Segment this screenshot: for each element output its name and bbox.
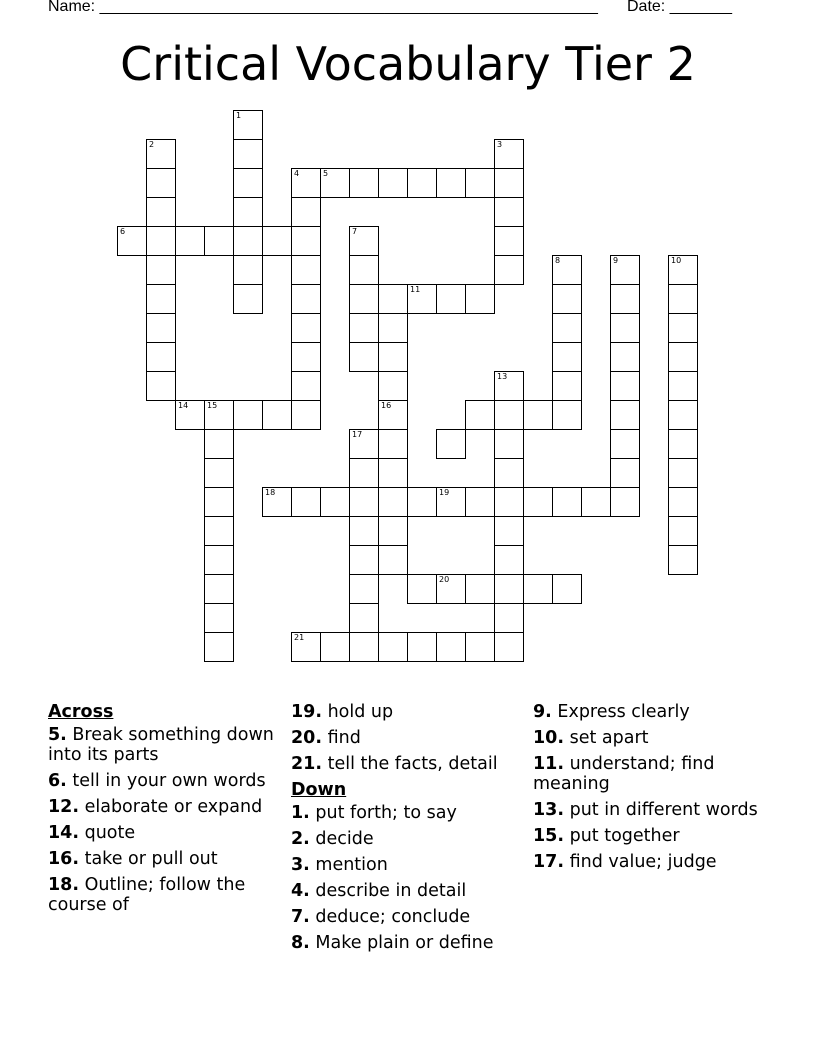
clue-item: 3. mention: [291, 855, 388, 875]
grid-cell[interactable]: [291, 400, 321, 430]
grid-cell[interactable]: [291, 226, 321, 256]
grid-cell[interactable]: [436, 574, 466, 604]
clues-column-2: [291, 702, 531, 959]
grid-cell[interactable]: [204, 226, 234, 256]
clue-number: 11: [410, 285, 421, 294]
grid-cell[interactable]: [233, 255, 263, 285]
clue-item: 19. hold up: [291, 702, 394, 722]
grid-cell[interactable]: [291, 487, 321, 517]
grid-cell[interactable]: [407, 284, 437, 314]
grid-cell[interactable]: [494, 603, 524, 633]
grid-cell[interactable]: [291, 632, 321, 662]
grid-cell[interactable]: [523, 487, 553, 517]
clue-item: 6. tell in your own words: [48, 771, 266, 791]
grid-cell[interactable]: [146, 226, 176, 256]
grid-cell[interactable]: [668, 284, 698, 314]
grid-cell[interactable]: [146, 313, 176, 343]
grid-cell[interactable]: [668, 342, 698, 372]
grid-cell[interactable]: [494, 226, 524, 256]
clue-number: 8: [555, 256, 561, 265]
clue-number: 4: [294, 169, 300, 178]
grid-cell[interactable]: [204, 487, 234, 517]
grid-cell[interactable]: [436, 168, 466, 198]
grid-cell[interactable]: [349, 226, 379, 256]
grid-cell[interactable]: [378, 632, 408, 662]
grid-cell[interactable]: [581, 487, 611, 517]
clue-item: 5. Break something down into its parts: [48, 725, 274, 765]
clue-number: 9: [613, 256, 619, 265]
grid-cell[interactable]: [349, 284, 379, 314]
grid-cell[interactable]: [668, 458, 698, 488]
grid-cell[interactable]: [291, 197, 321, 227]
grid-cell[interactable]: [610, 342, 640, 372]
clue-item: 9. Express clearly: [533, 702, 690, 722]
grid-cell[interactable]: [436, 487, 466, 517]
grid-cell[interactable]: [233, 284, 263, 314]
grid-cell[interactable]: [349, 603, 379, 633]
grid-cell[interactable]: [233, 226, 263, 256]
grid-cell[interactable]: [610, 255, 640, 285]
grid-cell[interactable]: [175, 226, 205, 256]
grid-cell[interactable]: [233, 139, 263, 169]
grid-cell[interactable]: [668, 487, 698, 517]
grid-cell[interactable]: [407, 487, 437, 517]
clue-number: 1: [236, 111, 242, 120]
clue-item: 1. put forth; to say: [291, 803, 457, 823]
grid-cell[interactable]: [378, 284, 408, 314]
grid-cell[interactable]: [204, 603, 234, 633]
clue-number: 21: [294, 633, 305, 642]
clue-number: 6: [120, 227, 126, 236]
grid-cell[interactable]: [378, 429, 408, 459]
clue-item: 15. put together: [533, 826, 680, 846]
grid-cell[interactable]: [407, 574, 437, 604]
grid-cell[interactable]: [668, 255, 698, 285]
clue-number: 18: [265, 488, 276, 497]
grid-cell[interactable]: [349, 574, 379, 604]
grid-cell[interactable]: [320, 168, 350, 198]
grid-cell[interactable]: [552, 313, 582, 343]
grid-cell[interactable]: [204, 429, 234, 459]
across-heading: Across: [48, 702, 114, 722]
grid-cell[interactable]: [494, 168, 524, 198]
grid-cell[interactable]: [233, 400, 263, 430]
clue-number: 15: [207, 401, 218, 410]
grid-cell[interactable]: [494, 516, 524, 546]
grid-cell[interactable]: [291, 255, 321, 285]
grid-cell[interactable]: [349, 342, 379, 372]
grid-cell[interactable]: [494, 139, 524, 169]
down-heading: Down: [291, 780, 347, 800]
grid-cell[interactable]: [233, 197, 263, 227]
clue-item: 13. put in different words: [533, 800, 758, 820]
grid-cell[interactable]: [204, 516, 234, 546]
grid-cell[interactable]: [494, 487, 524, 517]
grid-cell[interactable]: [610, 284, 640, 314]
grid-cell[interactable]: [378, 487, 408, 517]
grid-cell[interactable]: [146, 197, 176, 227]
grid-cell[interactable]: [436, 632, 466, 662]
grid-cell[interactable]: [349, 313, 379, 343]
grid-cell[interactable]: [494, 197, 524, 227]
grid-cell[interactable]: [349, 545, 379, 575]
grid-cell[interactable]: [378, 313, 408, 343]
grid-cell[interactable]: [465, 284, 495, 314]
grid-cell[interactable]: [349, 429, 379, 459]
grid-cell[interactable]: [610, 313, 640, 343]
clue-item: 11. understand; find meaning: [533, 754, 715, 794]
grid-cell[interactable]: [146, 255, 176, 285]
clue-item: 21. tell the facts, detail: [291, 754, 498, 774]
grid-cell[interactable]: [668, 400, 698, 430]
grid-cell[interactable]: [291, 371, 321, 401]
grid-cell[interactable]: [378, 400, 408, 430]
grid-cell[interactable]: [668, 371, 698, 401]
grid-cell[interactable]: [146, 371, 176, 401]
grid-cell[interactable]: [378, 545, 408, 575]
clue-number: 3: [497, 140, 503, 149]
clue-number: 16: [381, 401, 392, 410]
clue-item: 18. Outline; follow the course of: [48, 875, 246, 915]
clue-item: 8. Make plain or define: [291, 933, 494, 953]
grid-cell[interactable]: [204, 545, 234, 575]
grid-cell[interactable]: [465, 574, 495, 604]
clue-item: 16. take or pull out: [48, 849, 218, 869]
grid-cell[interactable]: [117, 226, 147, 256]
clue-number: 5: [323, 169, 329, 178]
clue-number: 17: [352, 430, 363, 439]
clue-item: 12. elaborate or expand: [48, 797, 263, 817]
grid-cell[interactable]: [407, 632, 437, 662]
grid-cell[interactable]: [552, 400, 582, 430]
grid-cell[interactable]: [204, 400, 234, 430]
grid-cell[interactable]: [320, 487, 350, 517]
clue-number: 13: [497, 372, 508, 381]
grid-cell[interactable]: [320, 632, 350, 662]
grid-cell[interactable]: [610, 371, 640, 401]
clue-number: 7: [352, 227, 358, 236]
grid-cell[interactable]: [378, 168, 408, 198]
grid-cell[interactable]: [610, 429, 640, 459]
grid-cell[interactable]: [494, 255, 524, 285]
grid-cell[interactable]: [610, 487, 640, 517]
grid-cell[interactable]: [349, 458, 379, 488]
grid-cell[interactable]: [494, 458, 524, 488]
clue-number: 14: [178, 401, 189, 410]
grid-cell[interactable]: [668, 429, 698, 459]
grid-cell[interactable]: [552, 487, 582, 517]
grid-cell[interactable]: [494, 545, 524, 575]
name-field-label: Name: ________________________________________________________: [48, 0, 598, 15]
grid-cell[interactable]: [465, 400, 495, 430]
grid-cell[interactable]: [262, 487, 292, 517]
grid-cell[interactable]: [291, 342, 321, 372]
clue-item: 17. find value; judge: [533, 852, 717, 872]
date-field-label: Date: _______: [627, 0, 732, 15]
grid-cell[interactable]: [465, 487, 495, 517]
clue-number: 20: [439, 575, 450, 584]
grid-cell[interactable]: [291, 313, 321, 343]
grid-cell[interactable]: [552, 574, 582, 604]
grid-cell[interactable]: [349, 632, 379, 662]
grid-cell[interactable]: [436, 429, 466, 459]
grid-cell[interactable]: [146, 284, 176, 314]
clue-number: 10: [671, 256, 682, 265]
grid-cell[interactable]: [407, 168, 437, 198]
clue-item: 20. find: [291, 728, 361, 748]
grid-cell[interactable]: [233, 168, 263, 198]
clue-item: 4. describe in detail: [291, 881, 467, 901]
grid-cell[interactable]: [610, 400, 640, 430]
page-title: Critical Vocabulary Tier 2: [120, 37, 696, 91]
grid-cell[interactable]: [465, 168, 495, 198]
grid-cell[interactable]: [668, 545, 698, 575]
grid-cell[interactable]: [494, 371, 524, 401]
grid-cell[interactable]: [668, 313, 698, 343]
clue-item: 7. deduce; conclude: [291, 907, 471, 927]
grid-cell[interactable]: [146, 168, 176, 198]
grid-cell[interactable]: [552, 342, 582, 372]
grid-cell[interactable]: [494, 574, 524, 604]
grid-cell[interactable]: [291, 168, 321, 198]
grid-cell[interactable]: [262, 226, 292, 256]
grid-cell[interactable]: [465, 632, 495, 662]
grid-cell[interactable]: [552, 284, 582, 314]
grid-cell[interactable]: [233, 110, 263, 140]
grid-cell[interactable]: [378, 342, 408, 372]
grid-cell[interactable]: [523, 400, 553, 430]
clues-column-1: [48, 702, 288, 921]
grid-cell[interactable]: [146, 139, 176, 169]
grid-cell[interactable]: [349, 168, 379, 198]
grid-cell[interactable]: [552, 371, 582, 401]
grid-cell[interactable]: [552, 255, 582, 285]
grid-cell[interactable]: [204, 632, 234, 662]
grid-cell[interactable]: [204, 458, 234, 488]
grid-cell[interactable]: [378, 516, 408, 546]
clue-item: 14. quote: [48, 823, 136, 843]
grid-cell[interactable]: [436, 284, 466, 314]
grid-cell[interactable]: [349, 516, 379, 546]
grid-cell[interactable]: [291, 284, 321, 314]
grid-cell[interactable]: [175, 400, 205, 430]
grid-cell[interactable]: [262, 400, 292, 430]
grid-cell[interactable]: [494, 400, 524, 430]
grid-cell[interactable]: [494, 632, 524, 662]
grid-cell[interactable]: [668, 516, 698, 546]
grid-cell[interactable]: [204, 574, 234, 604]
grid-cell[interactable]: [610, 458, 640, 488]
clue-item: 2. decide: [291, 829, 374, 849]
clue-item: 10. set apart: [533, 728, 649, 748]
grid-cell[interactable]: [349, 487, 379, 517]
grid-cell[interactable]: [378, 371, 408, 401]
grid-cell[interactable]: [378, 458, 408, 488]
clue-number: 2: [149, 140, 155, 149]
grid-cell[interactable]: [523, 574, 553, 604]
grid-cell[interactable]: [349, 255, 379, 285]
grid-cell[interactable]: [146, 342, 176, 372]
clues-column-3: [533, 702, 773, 878]
grid-cell[interactable]: [494, 429, 524, 459]
clue-number: 19: [439, 488, 450, 497]
